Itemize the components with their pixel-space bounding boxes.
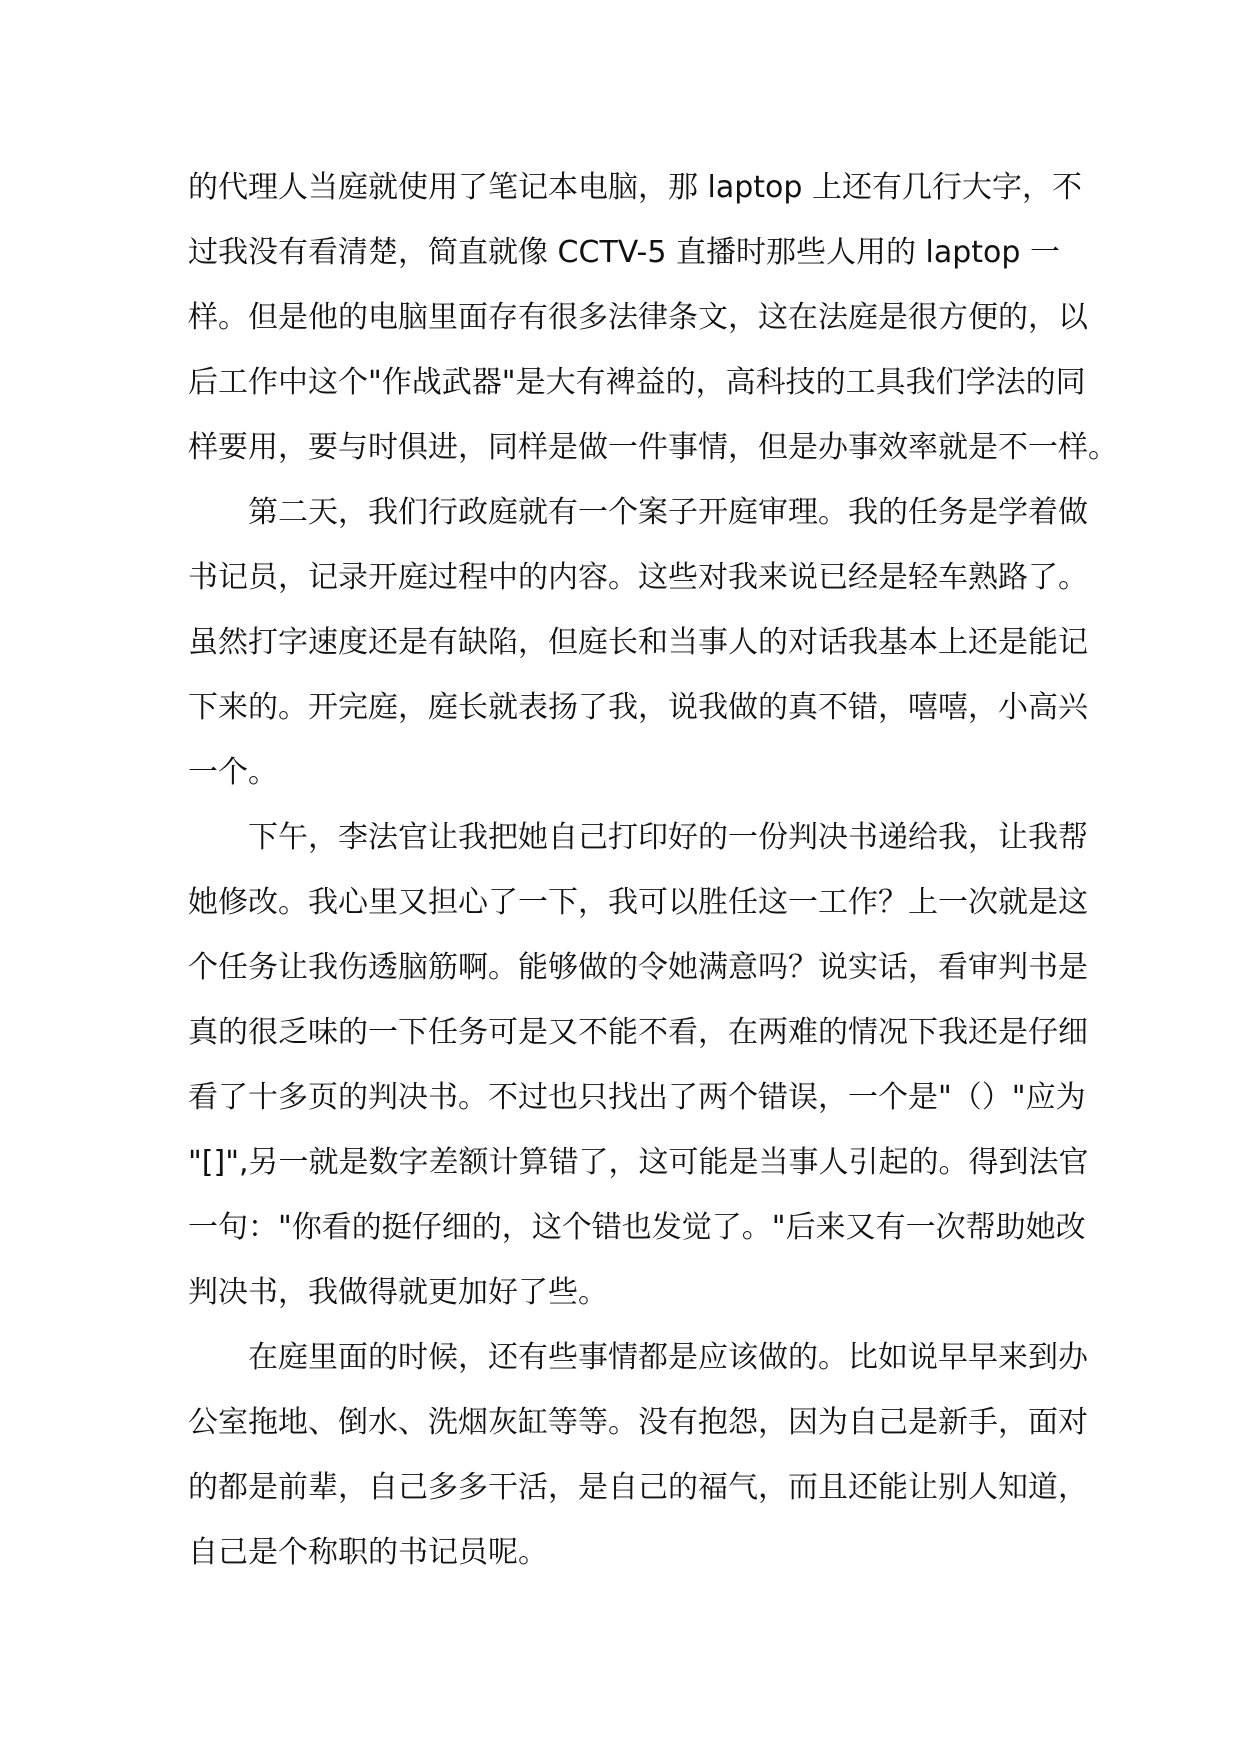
text-line: 看了十多页的判决书。不过也只找出了两个错误，一个是"（）"应为 <box>188 1080 1086 1115</box>
text-line: 书记员，记录开庭过程中的内容。这些对我来说已经是轻车熟路了。 <box>188 560 1088 595</box>
text-line: 过我没有看清楚，简直就像 CCTV-5 直播时那些人用的 laptop 一 <box>188 235 1060 270</box>
text-line: 第二天，我们行政庭就有一个案子开庭审理。我的任务是学着做 <box>248 495 1088 530</box>
text-line: 一个。 <box>188 755 278 790</box>
text-line: 的都是前辈，自己多多干活，是自己的福气，而且还能让别人知道， <box>188 1470 1088 1505</box>
text-line: 下午，李法官让我把她自己打印好的一份判决书递给我，让我帮 <box>248 820 1088 855</box>
text-line: 样。但是他的电脑里面存有很多法律条文，这在法庭是很方便的，以 <box>188 300 1088 335</box>
text-line: 后工作中这个"作战武器"是大有裨益的，高科技的工具我们学法的同 <box>188 365 1086 400</box>
text-line: 判决书，我做得就更加好了些。 <box>188 1275 608 1310</box>
text-line: 真的很乏味的一下任务可是又不能不看，在两难的情况下我还是仔细 <box>188 1015 1088 1050</box>
text-line: 自己是个称职的书记员呢。 <box>188 1535 548 1570</box>
paragraph-3 <box>188 805 1089 1325</box>
text-line: 的代理人当庭就使用了笔记本电脑，那 laptop 上还有几行大字，不 <box>188 170 1082 205</box>
text-line: 公室拖地、倒水、洗烟灰缸等等。没有抱怨，因为自己是新手，面对 <box>188 1405 1088 1440</box>
paragraph-2 <box>188 480 1088 805</box>
text-line: 一句："你看的挺仔细的，这个错也发觉了。"后来又有一次帮助她改 <box>188 1210 1086 1245</box>
text-line: "[]",另一就是数字差额计算错了，这可能是当事人引起的。得到法官 <box>188 1145 1089 1180</box>
text-line: 样要用，要与时俱进，同样是做一件事情，但是办事效率就是不一样。 <box>188 430 1118 465</box>
text-line: 在庭里面的时候，还有些事情都是应该做的。比如说早早来到办 <box>248 1340 1088 1375</box>
paragraph-4 <box>188 1325 1088 1585</box>
text-line: 下来的。开完庭，庭长就表扬了我，说我做的真不错，嘻嘻，小高兴 <box>188 690 1088 725</box>
text-line: 她修改。我心里又担心了一下，我可以胜任这一工作？上一次就是这 <box>188 885 1088 920</box>
text-line: 个任务让我伤透脑筋啊。能够做的令她满意吗？说实话，看审判书是 <box>188 950 1088 985</box>
text-line: 虽然打字速度还是有缺陷，但庭长和当事人的对话我基本上还是能记 <box>188 625 1088 660</box>
paragraph-1 <box>188 155 1118 480</box>
document-body <box>188 155 1118 1585</box>
